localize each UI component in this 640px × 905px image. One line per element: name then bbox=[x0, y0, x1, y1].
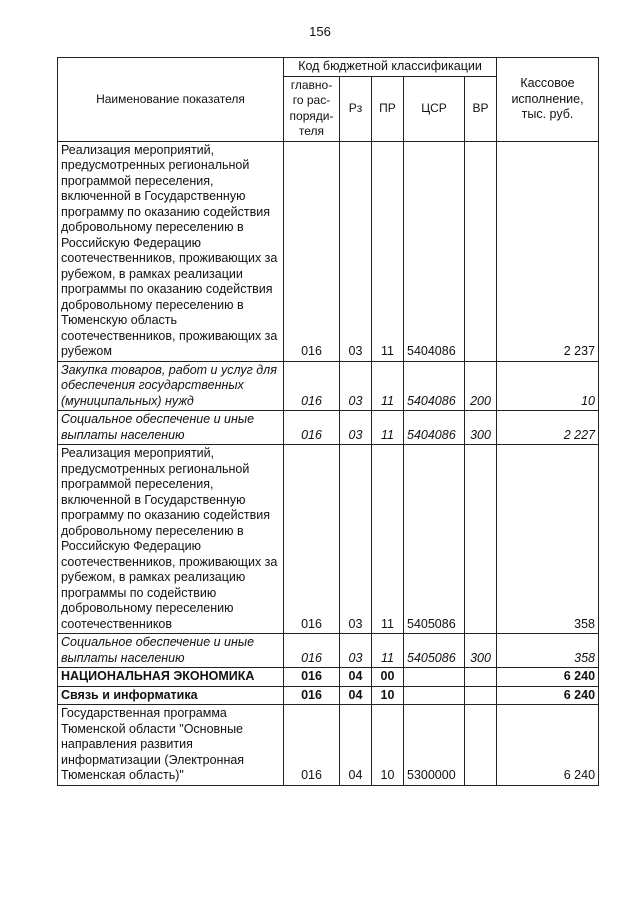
row-pr: 11 bbox=[372, 445, 404, 634]
row-amount: 6 240 bbox=[497, 705, 599, 786]
row-rz: 04 bbox=[340, 668, 372, 687]
row-rz: 03 bbox=[340, 445, 372, 634]
header-pr: ПР bbox=[372, 76, 404, 141]
row-vr bbox=[465, 445, 497, 634]
row-amount: 6 240 bbox=[497, 686, 599, 705]
row-amount: 10 bbox=[497, 361, 599, 411]
table-row bbox=[58, 411, 599, 445]
row-grbs: 016 bbox=[284, 141, 340, 361]
row-pr: 11 bbox=[372, 634, 404, 668]
row-grbs: 016 bbox=[284, 634, 340, 668]
table-row bbox=[58, 445, 599, 634]
row-name: Социальное обеспечение и иные выплаты населению bbox=[58, 411, 284, 445]
row-vr bbox=[465, 141, 497, 361]
row-amount: 358 bbox=[497, 634, 599, 668]
header-name: Наименование показателя bbox=[58, 58, 284, 142]
row-csr: 5405086 bbox=[404, 634, 465, 668]
row-grbs: 016 bbox=[284, 411, 340, 445]
header-grbs: главно-го рас-поряди-теля bbox=[284, 76, 340, 141]
table-row bbox=[58, 668, 599, 687]
row-name: Реализация мероприятий, предусмотренных региональной программой переселения, включенной в Государственную программу по оказанию содействия добровольному переселению в Российскую Федерацию соотечественников, проживающих за рубежом, в рамках реализации программы по оказанию содействия добровольному переселению в Тюменскую область соотечественников, проживающих за рубежом bbox=[58, 141, 284, 361]
row-pr: 10 bbox=[372, 686, 404, 705]
row-vr: 300 bbox=[465, 634, 497, 668]
row-grbs: 016 bbox=[284, 686, 340, 705]
row-csr bbox=[404, 668, 465, 687]
row-amount: 2 227 bbox=[497, 411, 599, 445]
row-grbs: 016 bbox=[284, 668, 340, 687]
row-vr bbox=[465, 668, 497, 687]
row-rz: 04 bbox=[340, 705, 372, 786]
row-rz: 03 bbox=[340, 141, 372, 361]
row-amount: 6 240 bbox=[497, 668, 599, 687]
row-vr bbox=[465, 705, 497, 786]
row-name: Реализация мероприятий, предусмотренных региональной программой переселения, включенной в Государственную программу по оказанию содействия добровольному переселению в Российскую Федерацию соотечественников, проживающих за рубежом, в рамках реализацию программы по содействию добровольному переселению соотечественников bbox=[58, 445, 284, 634]
row-vr: 300 bbox=[465, 411, 497, 445]
row-rz: 03 bbox=[340, 634, 372, 668]
table-row bbox=[58, 634, 599, 668]
row-csr bbox=[404, 686, 465, 705]
row-csr: 5404086 bbox=[404, 141, 465, 361]
row-csr: 5405086 bbox=[404, 445, 465, 634]
table-row bbox=[58, 361, 599, 411]
row-vr bbox=[465, 686, 497, 705]
budget-table bbox=[57, 57, 599, 786]
row-pr: 10 bbox=[372, 705, 404, 786]
header-csr: ЦСР bbox=[404, 76, 465, 141]
row-name: Закупка товаров, работ и услуг для обеспечения государственных (муниципальных) нужд bbox=[58, 361, 284, 411]
row-rz: 03 bbox=[340, 361, 372, 411]
row-csr: 5404086 bbox=[404, 411, 465, 445]
row-name: Связь и информатика bbox=[58, 686, 284, 705]
table-row bbox=[58, 705, 599, 786]
header-rz: Рз bbox=[340, 76, 372, 141]
row-name: Государственная программа Тюменской области "Основные направления развития информатизации (Электронная Тюменская область)" bbox=[58, 705, 284, 786]
row-rz: 03 bbox=[340, 411, 372, 445]
table-row bbox=[58, 686, 599, 705]
row-csr: 5300000 bbox=[404, 705, 465, 786]
row-csr: 5404086 bbox=[404, 361, 465, 411]
row-vr: 200 bbox=[465, 361, 497, 411]
row-amount: 2 237 bbox=[497, 141, 599, 361]
row-rz: 04 bbox=[340, 686, 372, 705]
table-row bbox=[58, 141, 599, 361]
row-pr: 11 bbox=[372, 361, 404, 411]
row-name: Социальное обеспечение и иные выплаты населению bbox=[58, 634, 284, 668]
header-vr: ВР bbox=[465, 76, 497, 141]
row-grbs: 016 bbox=[284, 361, 340, 411]
header-amount: Кассовое исполнение, тыс. руб. bbox=[497, 58, 599, 142]
header-code-group: Код бюджетной классификации bbox=[284, 58, 497, 77]
row-name: НАЦИОНАЛЬНАЯ ЭКОНОМИКА bbox=[58, 668, 284, 687]
row-pr: 00 bbox=[372, 668, 404, 687]
row-pr: 11 bbox=[372, 141, 404, 361]
row-pr: 11 bbox=[372, 411, 404, 445]
header-row-1 bbox=[58, 58, 599, 77]
page-number: 156 bbox=[309, 24, 331, 39]
row-grbs: 016 bbox=[284, 705, 340, 786]
row-amount: 358 bbox=[497, 445, 599, 634]
row-grbs: 016 bbox=[284, 445, 340, 634]
